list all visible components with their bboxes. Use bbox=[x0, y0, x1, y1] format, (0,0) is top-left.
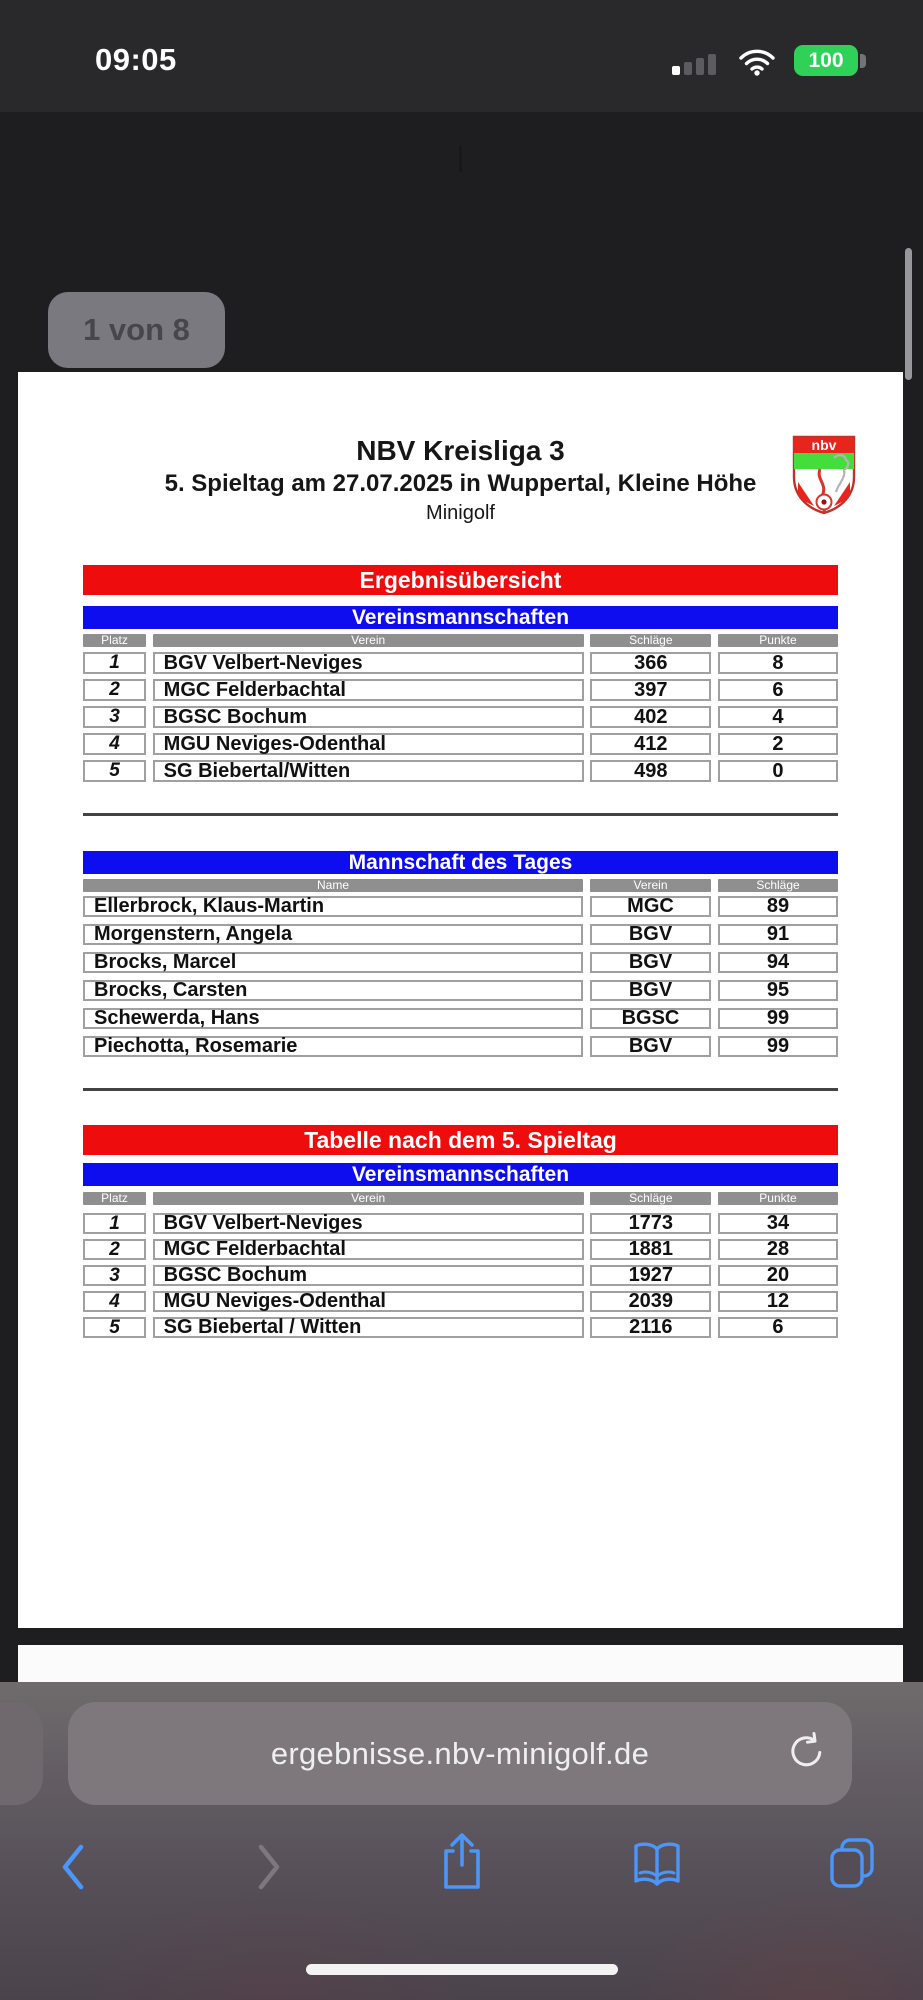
column-header: Verein bbox=[153, 1192, 584, 1205]
table-cell: 0 bbox=[718, 760, 838, 782]
table-cell: Brocks, Marcel bbox=[83, 952, 583, 973]
page-load-artifact bbox=[459, 146, 462, 172]
table-cell: Schewerda, Hans bbox=[83, 1008, 583, 1029]
table-row bbox=[83, 924, 838, 945]
table-cell: 12 bbox=[718, 1291, 838, 1312]
table-cell: 34 bbox=[718, 1213, 838, 1234]
table-cell: Ellerbrock, Klaus-Martin bbox=[83, 896, 583, 917]
divider bbox=[83, 813, 838, 816]
table-cell: BGV Velbert-Neviges bbox=[153, 652, 584, 674]
address-bar-url: ergebnisse.nbv-minigolf.de bbox=[270, 1735, 650, 1771]
table-cell: 2 bbox=[83, 679, 146, 701]
table-cell: BGSC Bochum bbox=[153, 706, 584, 728]
tabs-icon[interactable] bbox=[826, 1834, 880, 1892]
forward-button[interactable] bbox=[244, 1840, 294, 1894]
table-cell: 412 bbox=[590, 733, 711, 755]
table-cell: MGC Felderbachtal bbox=[153, 679, 584, 701]
standings-table bbox=[83, 1213, 838, 1338]
table-cell: 89 bbox=[718, 896, 838, 917]
status-bar bbox=[0, 0, 923, 112]
table-cell: 99 bbox=[718, 1036, 838, 1057]
share-icon[interactable] bbox=[434, 1830, 490, 1894]
section-header-red: Tabelle nach dem 5. Spieltag bbox=[83, 1125, 838, 1155]
table-row bbox=[83, 1291, 838, 1312]
pdf-scrollbar[interactable] bbox=[905, 248, 912, 380]
nbv-logo bbox=[790, 434, 858, 516]
table-cell: 8 bbox=[718, 652, 838, 674]
table-row bbox=[83, 760, 838, 782]
table-cell: Brocks, Carsten bbox=[83, 980, 583, 1001]
address-bar[interactable] bbox=[68, 1702, 852, 1805]
column-header: Schläge bbox=[590, 1192, 711, 1205]
table-row bbox=[83, 733, 838, 755]
table-cell: 4 bbox=[83, 733, 146, 755]
column-header: Platz bbox=[83, 634, 146, 647]
column-header: Platz bbox=[83, 1192, 146, 1205]
table-cell: 1 bbox=[83, 1213, 146, 1234]
divider bbox=[83, 1088, 838, 1091]
table-cell: Morgenstern, Angela bbox=[83, 924, 583, 945]
back-button[interactable] bbox=[48, 1840, 98, 1894]
table-row bbox=[83, 679, 838, 701]
logo-text: nbv bbox=[811, 437, 837, 453]
table-cell: MGU Neviges-Odenthal bbox=[153, 1291, 584, 1312]
table-row bbox=[83, 896, 838, 917]
standings-section bbox=[83, 1125, 838, 1343]
column-header: Punkte bbox=[718, 634, 838, 647]
table-cell: 4 bbox=[718, 706, 838, 728]
table-row bbox=[83, 1317, 838, 1338]
column-header-row bbox=[83, 1192, 838, 1205]
safari-bottom-chrome bbox=[0, 1682, 923, 2000]
column-header: Schläge bbox=[590, 634, 711, 647]
table-row bbox=[83, 1239, 838, 1260]
table-cell: BGV Velbert-Neviges bbox=[153, 1213, 584, 1234]
table-cell: BGSC bbox=[590, 1008, 711, 1029]
column-header-row bbox=[83, 879, 838, 892]
table-cell: 99 bbox=[718, 1008, 838, 1029]
previous-tab-stub[interactable] bbox=[0, 1702, 43, 1805]
section-header-blue: Mannschaft des Tages bbox=[83, 851, 838, 874]
table-cell: 28 bbox=[718, 1239, 838, 1260]
battery-nub bbox=[860, 54, 866, 68]
column-header: Name bbox=[83, 879, 583, 892]
table-row bbox=[83, 980, 838, 1001]
table-cell: 366 bbox=[590, 652, 711, 674]
table-row bbox=[83, 652, 838, 674]
table-cell: BGV bbox=[590, 980, 711, 1001]
table-cell: 498 bbox=[590, 760, 711, 782]
pdf-page-1 bbox=[18, 372, 903, 1628]
table-cell: BGV bbox=[590, 924, 711, 945]
table-cell: MGC bbox=[590, 896, 711, 917]
table-cell: SG Biebertal / Witten bbox=[153, 1317, 584, 1338]
table-cell: 20 bbox=[718, 1265, 838, 1286]
battery-percent: 100 bbox=[808, 48, 844, 72]
document-discipline: Minigolf bbox=[426, 502, 495, 524]
table-cell: 1773 bbox=[590, 1213, 711, 1234]
column-header: Verein bbox=[590, 879, 711, 892]
bookmarks-icon[interactable] bbox=[630, 1838, 684, 1892]
table-cell: BGSC Bochum bbox=[153, 1265, 584, 1286]
table-cell: 94 bbox=[718, 952, 838, 973]
table-cell: 95 bbox=[718, 980, 838, 1001]
table-cell: 1927 bbox=[590, 1265, 711, 1286]
table-cell: MGC Felderbachtal bbox=[153, 1239, 584, 1260]
table-cell: 3 bbox=[83, 706, 146, 728]
column-header: Schläge bbox=[718, 879, 838, 892]
table-cell: 91 bbox=[718, 924, 838, 945]
table-row bbox=[83, 1036, 838, 1057]
table-cell: 2 bbox=[718, 733, 838, 755]
table-row bbox=[83, 1265, 838, 1286]
table-cell: BGV bbox=[590, 952, 711, 973]
table-cell: 2 bbox=[83, 1239, 146, 1260]
table-row bbox=[83, 1008, 838, 1029]
table-cell: SG Biebertal/Witten bbox=[153, 760, 584, 782]
column-header: Punkte bbox=[718, 1192, 838, 1205]
cellular-signal-icon bbox=[672, 53, 718, 75]
results-overview-section bbox=[83, 565, 838, 787]
section-header-red: Ergebnisübersicht bbox=[83, 565, 838, 595]
table-row bbox=[83, 952, 838, 973]
section-header-blue: Vereinsmannschaften bbox=[83, 1163, 838, 1186]
pdf-page-2-edge bbox=[18, 1645, 903, 1682]
table-cell: 6 bbox=[718, 1317, 838, 1338]
table-cell: 4 bbox=[83, 1291, 146, 1312]
table-cell: 1 bbox=[83, 652, 146, 674]
reload-icon[interactable] bbox=[784, 1731, 828, 1775]
table-cell: Piechotta, Rosemarie bbox=[83, 1036, 583, 1057]
document-title: NBV Kreisliga 3 bbox=[356, 435, 565, 466]
table-cell: 2039 bbox=[590, 1291, 711, 1312]
pdf-page-indicator bbox=[48, 292, 225, 368]
table-cell: 5 bbox=[83, 760, 146, 782]
table-cell: MGU Neviges-Odenthal bbox=[153, 733, 584, 755]
table-row bbox=[83, 706, 838, 728]
table-cell: 5 bbox=[83, 1317, 146, 1338]
column-header: Verein bbox=[153, 634, 584, 647]
table-cell: 397 bbox=[590, 679, 711, 701]
table-cell: 402 bbox=[590, 706, 711, 728]
battery-icon bbox=[794, 45, 858, 76]
column-header-row bbox=[83, 634, 838, 647]
table-cell: 3 bbox=[83, 1265, 146, 1286]
results-overview-table bbox=[83, 652, 838, 782]
clock: 09:05 bbox=[95, 42, 177, 77]
table-row bbox=[83, 1213, 838, 1234]
section-header-blue: Vereinsmannschaften bbox=[83, 606, 838, 629]
home-indicator[interactable] bbox=[306, 1964, 618, 1975]
table-cell: 6 bbox=[718, 679, 838, 701]
pdf-page-indicator-label: 1 von 8 bbox=[83, 312, 190, 347]
table-cell: BGV bbox=[590, 1036, 711, 1057]
wifi-icon bbox=[737, 46, 777, 81]
team-of-day-table bbox=[83, 896, 838, 1057]
table-cell: 2116 bbox=[590, 1317, 711, 1338]
document-subtitle: 5. Spieltag am 27.07.2025 in Wuppertal, Kleine Höhe bbox=[164, 470, 757, 497]
table-cell: 1881 bbox=[590, 1239, 711, 1260]
team-of-day-section bbox=[83, 851, 838, 1064]
